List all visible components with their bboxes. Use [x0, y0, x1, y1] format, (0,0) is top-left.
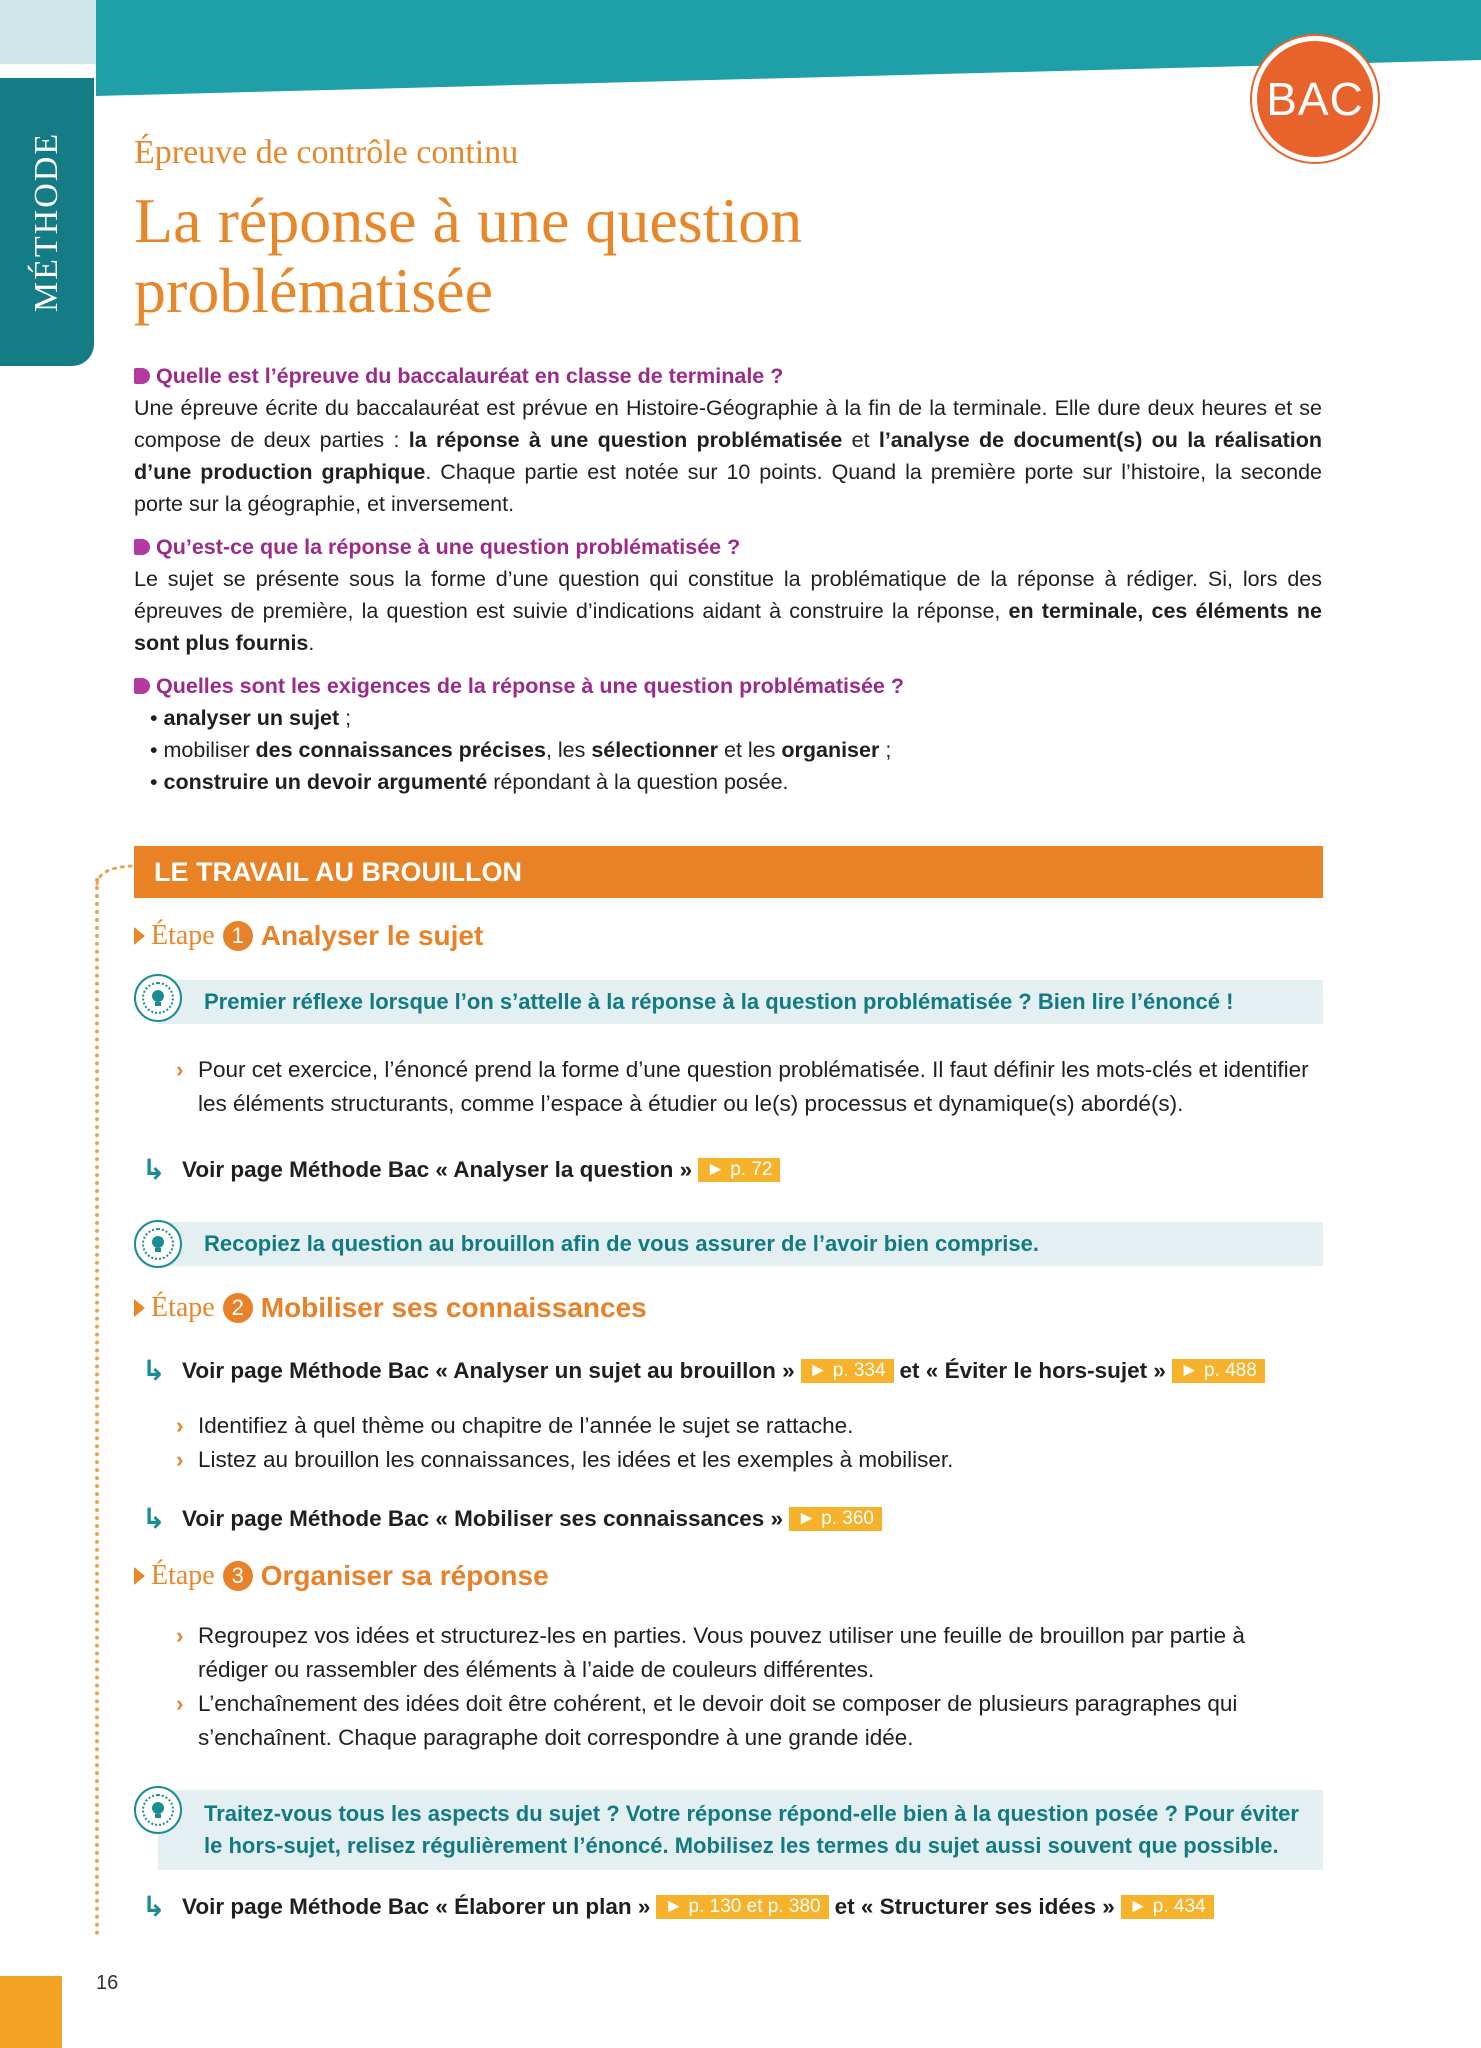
list-item: • mobiliser des connaissances précises, les sélectionner et les organiser ; — [150, 734, 1322, 766]
chevron-right-icon: › — [176, 1691, 184, 1716]
chevron-right-icon: › — [176, 1447, 184, 1472]
list-item: › Identifiez à quel thème ou chapitre de l’année le sujet se rattache. — [176, 1409, 1316, 1443]
bullet-marker-icon — [134, 539, 150, 555]
page-tag[interactable]: ► p. 130 et p. 380 — [656, 1895, 828, 1919]
step-1-list — [176, 1053, 1316, 1121]
lightbulb-icon — [134, 1786, 182, 1834]
step-2-list — [176, 1409, 1316, 1477]
requirements-list — [134, 702, 1322, 798]
step-arrow-icon — [134, 1567, 145, 1585]
page-tag[interactable]: ► p. 488 — [1172, 1359, 1265, 1383]
reference-link[interactable]: ↳ Voir page Méthode Bac « Analyser un sujet au brouillon » ► p. 334 et « Éviter le hors-sujet » ► p. 488 — [142, 1354, 1271, 1387]
step-3-list — [176, 1619, 1316, 1755]
step-title: Analyser le sujet — [260, 920, 484, 951]
page-tag[interactable]: ► p. 360 — [789, 1507, 882, 1531]
page-corner-tab — [0, 1976, 62, 2048]
return-arrow-icon: ↳ — [142, 1891, 166, 1922]
step-number: 3 — [223, 1561, 253, 1591]
intro-paragraph: Le sujet se présente sous la forme d’une question qui constitue la problématique de la réponse à rédiger. Si, lors des épreuves de première, la question est suivie d’indications aidant à construire la réponse, en terminale, ces éléments ne sont plus fournis. — [134, 567, 1322, 655]
chevron-right-icon: › — [176, 1623, 184, 1648]
reference-link[interactable]: ↳ Voir page Méthode Bac « Mobiliser ses connaissances » ► p. 360 — [142, 1502, 888, 1535]
list-item: › Listez au brouillon les connaissances, les idées et les exemples à mobiliser. — [176, 1443, 1316, 1477]
tip-box-1: Premier réflexe lorsque l’on s’attelle à la réponse à la question problématisée ? Bien lire l’énoncé ! — [158, 980, 1323, 1024]
reference-link[interactable]: ↳ Voir page Méthode Bac « Élaborer un plan » ► p. 130 et p. 380 et « Structurer ses idées » ► p. 434 — [142, 1890, 1220, 1923]
dotted-connector — [95, 862, 135, 886]
page-kicker: Épreuve de contrôle continu — [134, 134, 519, 171]
step-title: Mobiliser ses connaissances — [260, 1292, 647, 1323]
step-arrow-icon — [134, 1299, 145, 1317]
step-3-heading: Étape 3 Organiser sa réponse — [134, 1560, 549, 1592]
step-number: 1 — [223, 921, 253, 951]
header-corner-band — [0, 0, 96, 64]
lightbulb-icon — [134, 974, 182, 1022]
side-label: MÉTHODE — [28, 131, 66, 313]
bullet-marker-icon — [134, 678, 150, 694]
intro-question: Quelle est l’épreuve du baccalauréat en classe de terminale ? — [134, 360, 1322, 392]
page-title: La réponse à une question problématisée — [134, 185, 803, 326]
bac-badge: BAC — [1252, 36, 1378, 162]
page-tag[interactable]: ► p. 434 — [1121, 1895, 1214, 1919]
list-item: › L’enchaînement des idées doit être cohérent, et le devoir doit se composer de plusieurs paragraphes qui s’enchaînent. Chaque paragraphe doit correspondre à une grande idée. — [176, 1687, 1316, 1755]
tip-box-2: Recopiez la question au brouillon afin de vous assurer de l’avoir bien comprise. — [158, 1222, 1323, 1266]
bullet-marker-icon — [134, 368, 150, 384]
intro-question: Quelles sont les exigences de la réponse à une question problématisée ? — [134, 670, 1322, 702]
page-tag[interactable]: ► p. 72 — [698, 1158, 780, 1182]
intro-question: Qu’est-ce que la réponse à une question problématisée ? — [134, 531, 1322, 563]
list-item: • analyser un sujet ; — [150, 702, 1322, 734]
page-number: 16 — [96, 1972, 119, 1994]
chevron-right-icon: › — [176, 1057, 184, 1082]
intro-block-3 — [134, 670, 1322, 798]
return-arrow-icon: ↳ — [142, 1355, 166, 1386]
chevron-right-icon: › — [176, 1413, 184, 1438]
tip-box-3: Traitez-vous tous les aspects du sujet ? Votre réponse répond-elle bien à la question posée ? Pour éviter le hors-sujet, relisez régulièrement l’énoncé. Mobilisez les termes du sujet aussi souvent que possible. — [158, 1790, 1323, 1870]
return-arrow-icon: ↳ — [142, 1503, 166, 1534]
step-arrow-icon — [134, 927, 145, 945]
intro-block-2 — [134, 531, 1322, 659]
list-item: › Pour cet exercice, l’énoncé prend la forme d’une question problématisée. Il faut définir les mots-clés et identifier les éléments structurants, comme l’espace à étudier ou le(s) processus et dynamique(s) abordé(s). — [176, 1053, 1316, 1121]
intro-paragraph: Une épreuve écrite du baccalauréat est prévue en Histoire-Géographie à la fin de la terminale. Elle dure deux heures et se compose de deux parties : la réponse à une question problématisée et l’analyse de document(s) ou la réalisation d’une production graphique. Chaque partie est notée sur 10 points. Quand la première porte sur l’histoire, la seconde porte sur la géographie, et inversement. — [134, 396, 1322, 516]
step-1-heading: Étape 1 Analyser le sujet — [134, 920, 483, 952]
step-2-heading: Étape 2 Mobiliser ses connaissances — [134, 1292, 647, 1324]
list-item: › Regroupez vos idées et structurez-les en parties. Vous pouvez utiliser une feuille de brouillon par partie à rédiger ou rassembler des éléments à l’aide de couleurs différentes. — [176, 1619, 1316, 1687]
dotted-guide-line — [95, 878, 99, 1936]
lightbulb-icon — [134, 1220, 182, 1268]
section-header: LE TRAVAIL AU BROUILLON — [134, 846, 1323, 898]
list-item: • construire un devoir argumenté répondant à la question posée. — [150, 766, 1322, 798]
intro-block-1 — [134, 360, 1322, 520]
step-title: Organiser sa réponse — [260, 1560, 549, 1591]
reference-link[interactable]: ↳ Voir page Méthode Bac « Analyser la question » ► p. 72 — [142, 1153, 786, 1186]
return-arrow-icon: ↳ — [142, 1154, 166, 1185]
page-tag[interactable]: ► p. 334 — [801, 1359, 894, 1383]
step-number: 2 — [223, 1293, 253, 1323]
